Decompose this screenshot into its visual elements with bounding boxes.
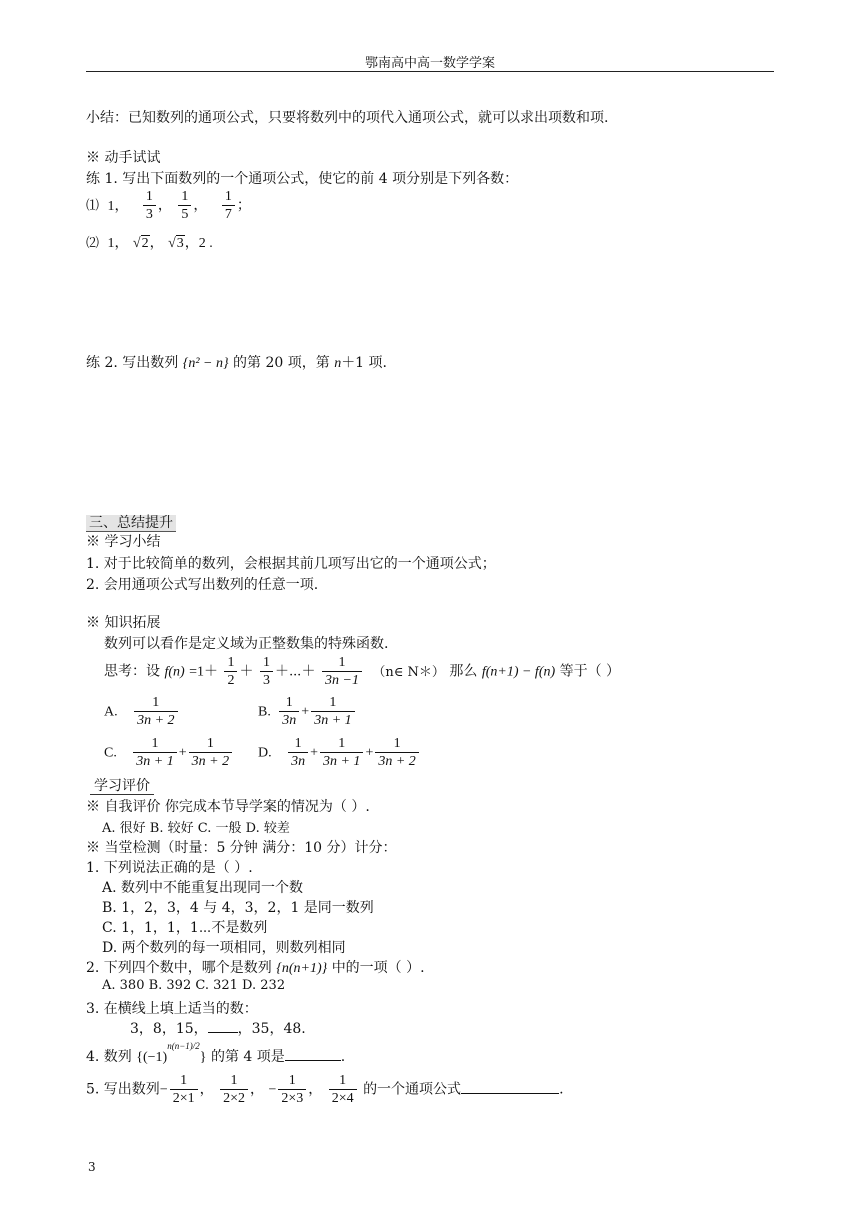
exponent-expression: n(n−1)/2 — [167, 1041, 200, 1051]
minus-sign: − — [268, 1082, 277, 1098]
q4-text: 的第 4 项是 — [210, 1049, 285, 1065]
summary-item: 1. 对于比较简单的数列，会根据其前几项写出它的一个通项公式； — [86, 556, 496, 572]
fraction: $\frac{1}{2\times 1}$ — [170, 1072, 198, 1107]
exercise2-text: 练 2. 写出数列 — [86, 355, 179, 371]
fraction: $\frac{1}{2\times 2}$ — [220, 1072, 248, 1107]
fraction: $\frac{1}{3n + 1}$ — [311, 694, 354, 729]
q2-text: 2. 下列四个数中，哪个是数列 — [86, 960, 272, 976]
option-label: A. — [104, 704, 118, 720]
practice-heading: ※ 动手试试 — [86, 150, 161, 166]
separator: ， — [199, 1081, 214, 1098]
think-text: 等于（ ） — [559, 663, 621, 680]
q1-option: A. 数列中不能重复出现同一个数 — [102, 880, 304, 896]
fraction: $\frac{1}{7}$ — [222, 188, 235, 223]
separator: ， — [308, 1081, 323, 1098]
page-header-title: 鄂南高中高一数学学案 — [364, 56, 495, 71]
q3-text: 3，8，15， — [130, 1021, 208, 1037]
plus-sign: ＋ — [239, 663, 254, 680]
q1-option: C. 1，1，1，1⋯不是数列 — [102, 920, 268, 936]
q2-options: A. 380 B. 392 C. 321 D. 232 — [102, 978, 286, 993]
part2-label: ⑵ — [86, 236, 100, 251]
answer-blank[interactable] — [461, 1093, 559, 1094]
plus-sign: + — [310, 745, 318, 761]
q3-text: ，35，48. — [237, 1021, 306, 1037]
summary-line: 小结：已知数列的通项公式，只要将数列中的项代入通项公式，就可以求出项数和项. — [86, 110, 609, 126]
sequence-expression: {(−1) — [136, 1050, 168, 1065]
difference-expression: f(n+1) − f(n) — [481, 664, 556, 680]
extension-text: 数列可以看作是定义域为正整数集的特殊函数. — [104, 636, 389, 652]
part2-term: 1， — [107, 236, 129, 251]
plus-sign: + — [365, 745, 374, 761]
option-d — [258, 735, 421, 770]
exercise2 — [86, 352, 387, 372]
sequence-expression: {n(n+1)} — [276, 961, 328, 976]
sqrt-expression: √3 — [168, 236, 184, 251]
q1-option: B. 1，2，3，4 与 4，3，2，1 是同一数列 — [102, 900, 374, 916]
section-title — [86, 512, 176, 532]
fraction: $\frac{1}{3n + 1}$ — [320, 735, 363, 770]
fraction: $\frac{1}{3n}$ — [279, 694, 299, 729]
exercise2-text: ＋1 项. — [341, 355, 387, 371]
fraction: $\frac{1}{3}$ — [143, 188, 156, 223]
fraction: $\frac{1}{5}$ — [178, 188, 191, 223]
self-eval-heading: ※ 自我评价 你完成本节导学案的情况为（ ）. — [86, 799, 370, 815]
separator: ； — [236, 197, 251, 214]
function-expression: f(n) — [164, 664, 185, 680]
exercise1-stem: 练 1. 写出下面数列的一个通项公式，使它的前 4 项分别是下列各数： — [86, 171, 519, 187]
option-b — [258, 694, 357, 729]
q4-text: . — [340, 1049, 346, 1065]
fraction: $\frac{1}{2\times 4}$ — [329, 1072, 357, 1107]
question-1: 1. 下列说法正确的是（ ）. — [86, 860, 253, 876]
think-text: =1＋ — [189, 664, 219, 680]
exercise1-part1 — [86, 188, 251, 223]
fraction: $\frac{1}{3n}$ — [288, 735, 308, 770]
self-eval-options: A. 很好 B. 较好 C. 一般 D. 较差 — [102, 821, 290, 836]
evaluation-title — [90, 775, 154, 795]
section-title-text: 三、总结提升 — [86, 515, 176, 532]
fraction: $\frac{1}{3n + 1}$ — [133, 735, 176, 770]
question-3: 3. 在横线上填上适当的数： — [86, 1001, 258, 1017]
separator: ， — [193, 197, 208, 214]
part2-term: ，2 . — [184, 236, 213, 251]
sqrt-expression: √2 — [132, 236, 149, 251]
plus-sign: + — [301, 704, 310, 720]
think-text: 那么 — [449, 663, 478, 680]
q3-sequence — [130, 1018, 306, 1038]
question-2 — [86, 957, 425, 977]
separator: ， — [157, 197, 172, 214]
q4-text: 4. 数列 — [86, 1049, 132, 1065]
option-label: C. — [104, 745, 117, 761]
separator: ， — [249, 1081, 264, 1098]
exercise1-part2 — [86, 232, 213, 252]
minus-sign: − — [159, 1082, 168, 1098]
exercise2-text: 的第 20 项，第 — [233, 355, 330, 371]
option-a — [104, 694, 180, 729]
option-c — [104, 735, 234, 770]
fraction: $\frac{1}{2\times 3}$ — [278, 1072, 306, 1107]
answer-blank[interactable] — [208, 1032, 238, 1033]
plus-sign: + — [178, 745, 187, 761]
option-label: D. — [258, 745, 272, 761]
separator: ， — [149, 235, 164, 251]
variable-n: n — [334, 356, 342, 371]
answer-blank[interactable] — [285, 1060, 341, 1061]
q2-text: 中的一项（ ）. — [331, 960, 425, 976]
think-condition: （n∈ N＊） — [372, 664, 445, 680]
sequence-expression: } — [199, 1050, 207, 1065]
header-rule — [86, 71, 774, 72]
sequence-expression: {n² − n} — [182, 356, 229, 371]
fraction: $\frac{1}{3n -1}$ — [322, 654, 362, 689]
question-4 — [86, 1041, 346, 1066]
think-question — [104, 654, 620, 689]
part1-first-term: 1， — [107, 198, 129, 214]
q5-text: . — [559, 1081, 564, 1098]
fraction: $\frac{1}{3n + 2}$ — [189, 735, 232, 770]
question-5 — [86, 1072, 564, 1107]
think-text: 思考：设 — [104, 663, 160, 680]
fraction: $\frac{1}{3}$ — [260, 654, 273, 689]
fraction: $\frac{1}{3n + 2}$ — [134, 694, 177, 729]
q5-text: 的一个通项公式 — [363, 1081, 462, 1098]
evaluation-title-text: 学习评价 — [90, 778, 154, 795]
fraction: $\frac{1}{2}$ — [224, 654, 237, 689]
study-summary-heading: ※ 学习小结 — [86, 534, 161, 550]
option-label: B. — [258, 704, 271, 720]
q1-option: D. 两个数列的每一项相同，则数列相同 — [102, 940, 346, 956]
test-heading: ※ 当堂检测（时量：5 分钟 满分：10 分）计分： — [86, 840, 397, 856]
page-number: 3 — [88, 1160, 96, 1174]
q5-text: 5. 写出数列 — [86, 1081, 160, 1098]
fraction: $\frac{1}{3n + 2}$ — [375, 735, 418, 770]
plus-sign: ＋⋯＋ — [274, 663, 316, 680]
extension-heading: ※ 知识拓展 — [86, 615, 161, 631]
summary-item: 2. 会用通项公式写出数列的任意一项. — [86, 577, 319, 593]
part1-label: ⑴ — [86, 198, 100, 214]
